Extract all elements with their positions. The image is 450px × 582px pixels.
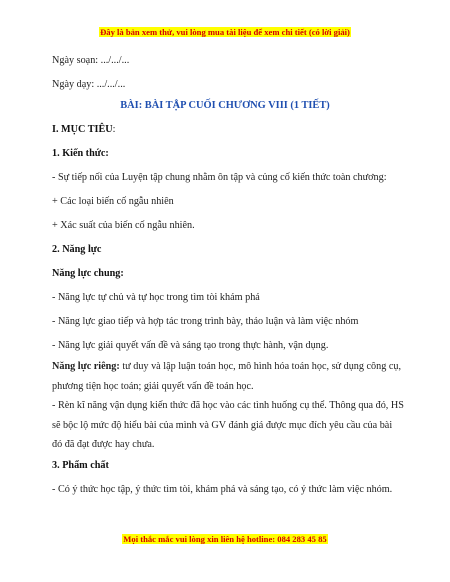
- general-competence-heading: Năng lực chung:: [52, 268, 124, 279]
- section-objectives: [52, 123, 116, 136]
- hotline-banner: [0, 534, 450, 544]
- section-objectives-label: I. MỤC TIÊU: [52, 124, 113, 135]
- knowledge-heading: 1. Kiến thức:: [52, 148, 109, 159]
- specific-competence-label: Năng lực riêng:: [52, 361, 120, 372]
- general-competence-item: - Năng lực tự chủ và tự học trong tìm tòi khám phá: [52, 292, 260, 303]
- general-competence-item: - Năng lực giao tiếp và hợp tác trong trình bày, thảo luận và làm việc nhóm: [52, 316, 359, 327]
- hotline-banner-text: Mọi thắc mắc vui lòng xin liên hệ hotline: 084 283 45 85: [123, 534, 327, 544]
- competence-heading: 2. Năng lực: [52, 244, 102, 255]
- lesson-title: BÀI: BÀI TẬP CUỐI CHƯƠNG VIII (1 TIẾT): [120, 100, 330, 111]
- skill-paragraph: - Rèn kĩ năng vận dụng kiến thức đã học vào các tình huống cụ thể. Thông qua đó, HS sẽ bộc lộ mức độ hiểu bài của mình và GV đánh giá được mục đích yêu cầu của bài đó đã đạt được hay chưa.: [52, 400, 404, 450]
- specific-competence-paragraph: [52, 357, 404, 396]
- knowledge-intro: - Sự tiếp nối của Luyện tập chung nhằm ôn tập và củng cố kiến thức toàn chương:: [52, 172, 387, 183]
- date-prepared: Ngày soạn: .../.../...: [52, 55, 130, 66]
- specific-competence-text: tư duy và lập luận toán học, mô hình hóa toán học, sử dụng công cụ, phương tiện học toán; giải quyết vấn đề toán học.: [52, 361, 402, 392]
- general-competence-item: - Năng lực giải quyết vấn đề và sáng tạo trong thực hành, vận dụng.: [52, 340, 329, 351]
- qualities-heading: 3. Phẩm chất: [52, 460, 109, 471]
- qualities-text: - Có ý thức học tập, ý thức tìm tòi, khám phá và sáng tạo, có ý thức làm việc nhóm.: [52, 484, 393, 495]
- preview-banner-text: Đây là bản xem thử, vui lòng mua tài liệu để xem chi tiết (có lời giải): [100, 27, 350, 37]
- preview-banner: [0, 27, 450, 37]
- knowledge-item: + Các loại biến cố ngẫu nhiên: [52, 196, 174, 207]
- section-objectives-colon: :: [112, 124, 116, 135]
- knowledge-item: + Xác suất của biến cố ngẫu nhiên.: [52, 220, 195, 231]
- date-taught: Ngày dạy: .../.../...: [52, 79, 126, 90]
